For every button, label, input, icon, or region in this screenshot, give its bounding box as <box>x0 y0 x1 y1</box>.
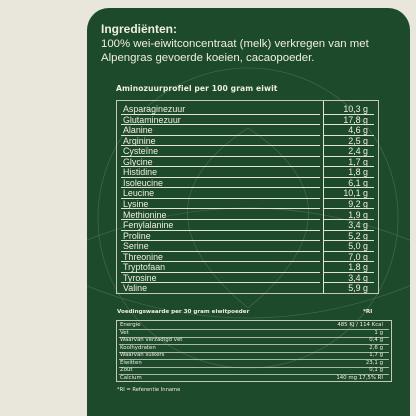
amino-value: 1,9 g <box>348 209 368 220</box>
amino-value: 3,4 g <box>348 220 368 231</box>
amino-value: 5,2 g <box>348 230 368 241</box>
nutrition-value: 485 KJ / 114 Kcal <box>337 322 383 328</box>
amino-name: Glycine <box>123 156 153 167</box>
nutrition-name: Waarvan suikers <box>120 352 165 358</box>
amino-name: Lysine <box>123 198 149 209</box>
nutrition-name: Vet <box>120 329 129 336</box>
nutrition-table <box>116 320 392 382</box>
amino-value: 6,1 g <box>348 177 368 188</box>
amino-value: 3,4 g <box>348 272 368 283</box>
nutrition-row <box>117 360 391 368</box>
amino-row <box>117 157 378 168</box>
label-panel <box>87 8 410 416</box>
amino-name: Valine <box>123 283 148 294</box>
amino-value: 5,0 g <box>348 241 368 252</box>
amino-row <box>117 178 378 189</box>
ingredients-text: 100% wei-eiwitconcentraat (melk) verkregen van met Alpengras gevoerde koeien, cacaopoeder. <box>101 38 369 64</box>
amino-row <box>117 136 378 147</box>
amino-value: 2,5 g <box>348 135 368 146</box>
nutrition-value: 1,7 g <box>369 352 383 358</box>
nutrition-name: Eiwitten <box>120 359 142 366</box>
amino-name: Arginine <box>123 135 156 146</box>
amino-row <box>117 210 378 221</box>
amino-value: 10,1 g <box>343 188 368 199</box>
amino-heading: Aminozuurprofiel per 100 gram eiwit <box>116 84 278 93</box>
amino-row <box>117 220 378 231</box>
amino-name: Tyrosine <box>123 272 157 283</box>
nutrition-heading: Voedingswaarde per 30 gram eiwitpoeder <box>117 309 250 315</box>
amino-name: Alanine <box>123 125 153 136</box>
amino-row <box>117 146 378 157</box>
amino-value: 2,4 g <box>348 146 368 157</box>
amino-row <box>117 241 378 252</box>
nutrition-row <box>117 337 391 345</box>
nutrition-value: 140 mg <box>336 374 357 381</box>
amino-value: 7,0 g <box>348 251 368 262</box>
nutrition-name: Energie <box>120 322 141 328</box>
amino-value: 1,8 g <box>348 167 368 178</box>
nutrition-row <box>117 322 391 330</box>
amino-row <box>117 262 378 273</box>
nutrition-row <box>117 330 391 338</box>
amino-value: 17,8 g <box>343 114 368 125</box>
nutrition-name: Koolhydraten <box>120 344 156 351</box>
amino-name: Fenylalanine <box>123 220 174 231</box>
nutrition-value: 23,1 g <box>365 359 383 366</box>
nutrition-value: 0,4 g <box>369 337 383 343</box>
nutrition-value: 1 g <box>374 329 383 336</box>
amino-row <box>117 283 378 294</box>
ri-footnote: *RI = Referentie Inname <box>117 387 181 393</box>
nutrition-value: 0,1 g <box>369 367 383 373</box>
ingredients-title: Ingrediënten: <box>101 22 178 36</box>
amino-row <box>117 125 378 136</box>
nutrition-row <box>117 345 391 353</box>
amino-name: Glutaminezuur <box>123 114 181 125</box>
amino-name: Isoleucine <box>123 177 163 188</box>
amino-row <box>117 231 378 242</box>
nutrition-row <box>117 352 391 360</box>
nutrition-row <box>117 367 391 375</box>
nutrition-name: Calcium <box>120 374 142 381</box>
nutrition-name: Waarvan verzadigd vet <box>120 337 183 343</box>
amino-table <box>116 100 379 294</box>
nutrition-ri: 17,5% RI <box>358 374 383 381</box>
amino-name: Threonine <box>123 251 163 262</box>
amino-name: Asparaginezuur <box>123 104 186 114</box>
amino-name: Histidine <box>123 167 158 178</box>
amino-row <box>117 115 378 126</box>
amino-value: 10,3 g <box>343 104 368 114</box>
nutrition-row <box>117 375 391 383</box>
amino-row <box>117 273 378 284</box>
amino-name: Leucine <box>123 188 155 199</box>
amino-row <box>117 199 378 210</box>
amino-value: 1,8 g <box>348 262 368 273</box>
amino-value: 1,7 g <box>348 156 368 167</box>
amino-name: Cysteïne <box>123 146 159 157</box>
amino-value: 9,2 g <box>348 198 368 209</box>
amino-row <box>117 252 378 263</box>
amino-row <box>117 104 378 115</box>
nutrition-value: 2,6 g <box>369 344 383 351</box>
nutrition-ri-heading: *RI <box>363 309 373 315</box>
amino-row <box>117 188 378 199</box>
nutrition-name: Zout <box>120 367 133 373</box>
amino-name: Methionine <box>123 209 167 220</box>
amino-name: Serine <box>123 241 149 252</box>
amino-name: Tryptofaan <box>123 262 166 273</box>
amino-name: Proline <box>123 230 151 241</box>
amino-value: 5,9 g <box>348 283 368 294</box>
amino-row <box>117 167 378 178</box>
amino-value: 4,6 g <box>348 125 368 136</box>
